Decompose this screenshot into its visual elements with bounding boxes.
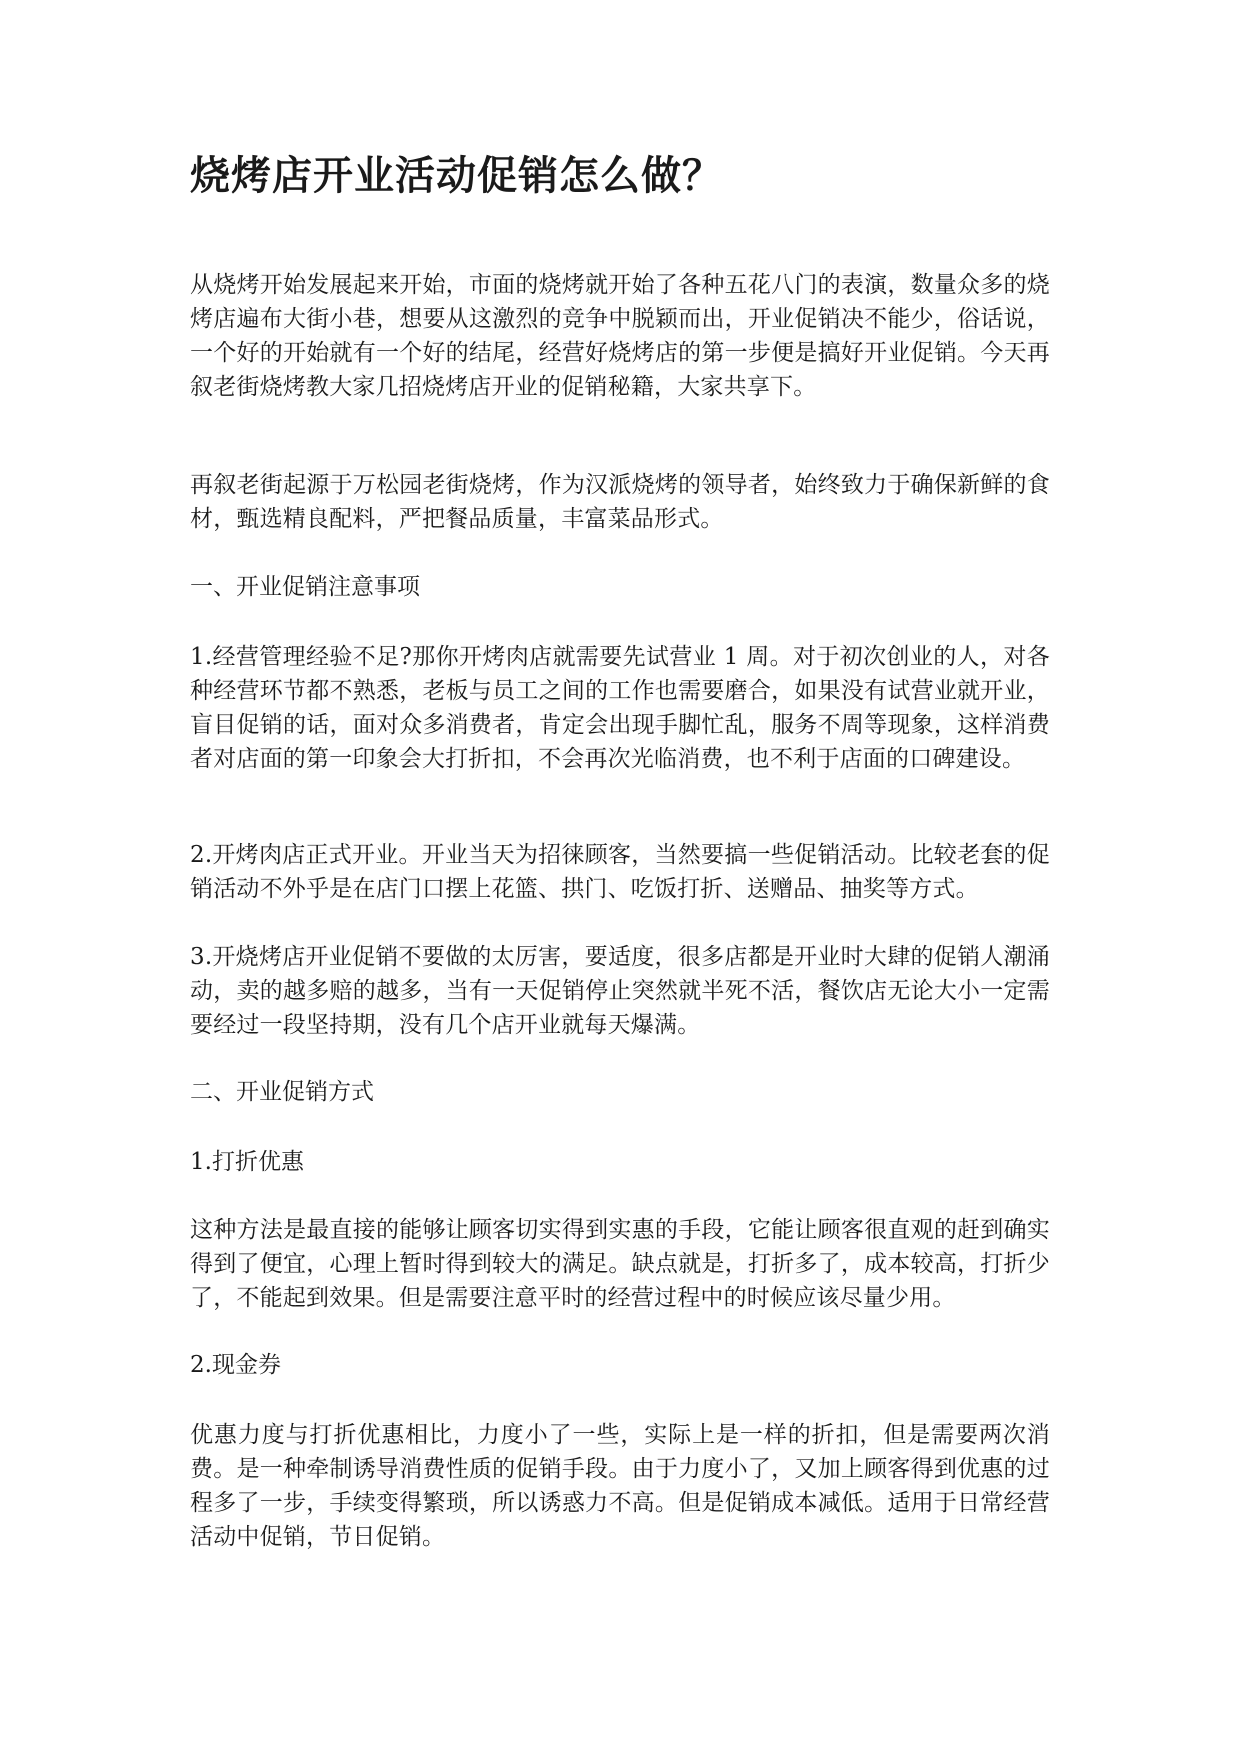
section-2-heading: 二、开业促销方式 [190, 1079, 374, 1105]
section-1-item-3: 3.开烧烤店开业促销不要做的太厉害，要适度，很多店都是开业时大肆的促销人潮涌动，卖的越多赔的越多，当有一天促销停止突然就半死不活，餐饮店无论大小一定需要经过一段坚持期，没有几个店开业就每天爆满。 [190, 944, 1050, 1038]
section-2-sub-1-heading: 1.打折优惠 [190, 1149, 304, 1175]
section-1-heading: 一、开业促销注意事项 [190, 574, 420, 600]
section-1-item-2: 2.开烤肉店正式开业。开业当天为招徕顾客，当然要搞一些促销活动。比较老套的促销活动不外乎是在店门口摆上花篮、拱门、吃饭打折、送赠品、抽奖等方式。 [190, 842, 1050, 902]
intro-paragraph-1: 从烧烤开始发展起来开始，市面的烧烤就开始了各种五花八门的表演，数量众多的烧烤店遍布大街小巷，想要从这激烈的竞争中脱颖而出，开业促销决不能少，俗话说，一个好的开始就有一个好的结尾，经营好烧烤店的第一步便是搞好开业促销。今天再叙老街烧烤教大家几招烧烤店开业的促销秘籍，大家共享下。 [190, 272, 1050, 400]
section-1-item-1: 1.经营管理经验不足?那你开烤肉店就需要先试营业 1 周。对于初次创业的人，对各种经营环节都不熟悉，老板与员工之间的工作也需要磨合，如果没有试营业就开业，盲目促销的话，面对众多消费者，肯定会出现手脚忙乱，服务不周等现象，这样消费者对店面的第一印象会大打折扣，不会再次光临消费，也不利于店面的口碑建设。 [190, 644, 1050, 772]
section-2-sub-1-text: 这种方法是最直接的能够让顾客切实得到实惠的手段，它能让顾客很直观的赶到确实得到了便宜，心理上暂时得到较大的满足。缺点就是，打折多了，成本较高，打折少了，不能起到效果。但是需要注意平时的经营过程中的时候应该尽量少用。 [190, 1217, 1050, 1311]
document-title: 烧烤店开业活动促销怎么做？ [190, 152, 723, 199]
section-2-sub-2-text: 优惠力度与打折优惠相比，力度小了一些，实际上是一样的折扣，但是需要两次消费。是一种牵制诱导消费性质的促销手段。由于力度小了，又加上顾客得到优惠的过程多了一步，手续变得繁琐，所以诱惑力不高。但是促销成本减低。适用于日常经营活动中促销，节日促销。 [190, 1422, 1050, 1550]
section-2-sub-2-heading: 2.现金券 [190, 1352, 281, 1378]
intro-paragraph-2: 再叙老街起源于万松园老街烧烤，作为汉派烧烤的领导者，始终致力于确保新鲜的食材，甄选精良配料，严把餐品质量，丰富菜品形式。 [190, 472, 1050, 532]
